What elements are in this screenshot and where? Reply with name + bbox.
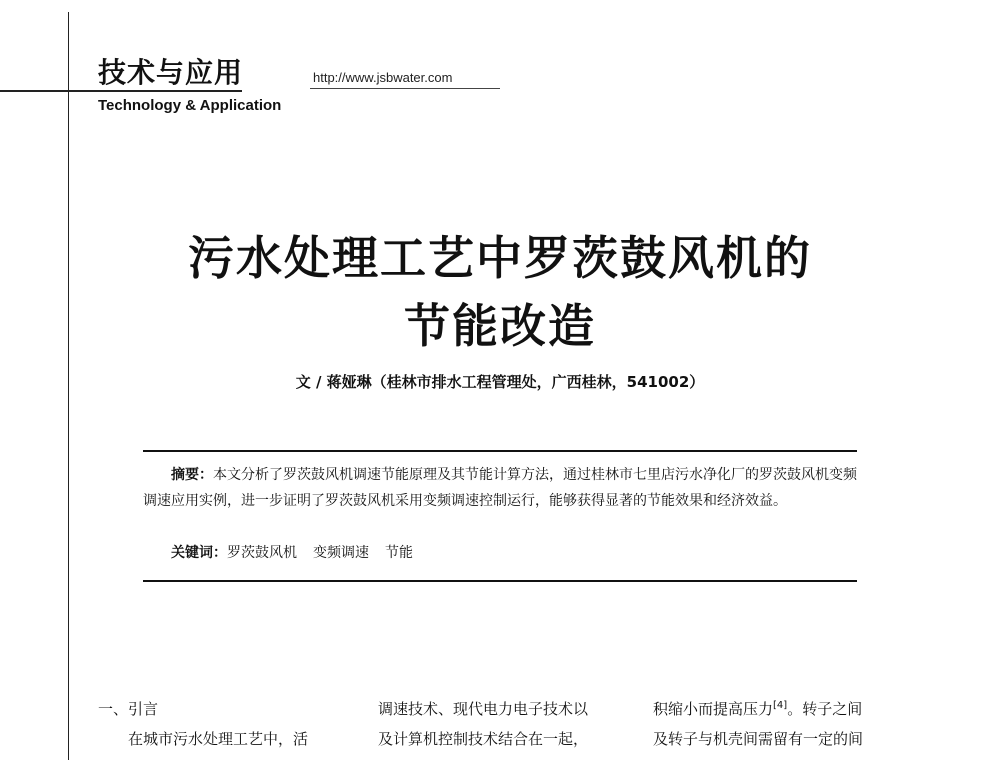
- body-text-line: 及转子与机壳间需留有一定的间: [653, 730, 864, 748]
- journal-url[interactable]: http://www.jsbwater.com: [313, 70, 453, 85]
- body-text-line: 及计算机控制技术结合在一起，: [378, 730, 589, 748]
- header-rule: [0, 90, 242, 92]
- keyword-item: 变频调速: [313, 545, 369, 561]
- keywords: [143, 540, 857, 566]
- keywords-label: 关键词：: [171, 545, 227, 561]
- citation-reference[interactable]: [4]: [773, 700, 788, 711]
- body-column-3: [653, 694, 903, 754]
- body-text-line: [653, 694, 903, 724]
- section-title-zh: 技术与应用: [98, 56, 244, 89]
- body-text-line: 在城市污水处理工艺中，活: [128, 730, 309, 748]
- section-title-en: Technology & Application: [98, 97, 282, 114]
- url-underline: [310, 88, 500, 89]
- abstract-bottom-rule: [143, 580, 857, 582]
- article-title-line-2: 节能改造: [404, 299, 596, 353]
- body-text-line: 调速技术、现代电力电子技术以: [378, 700, 589, 718]
- abstract-top-rule: [143, 450, 857, 452]
- keyword-item: 罗茨鼓风机: [227, 545, 297, 561]
- abstract-label: 摘要：: [171, 467, 213, 483]
- section-heading-introduction: 一、引言: [98, 700, 159, 718]
- body-text: 积缩小而提高压力: [653, 700, 774, 718]
- body-column-2: [378, 694, 628, 754]
- page-margin-vertical-rule: [68, 12, 69, 760]
- author-affiliation: 文 / 蒋娅琳（桂林市排水工程管理处，广西桂林，541002）: [295, 373, 705, 391]
- article-title-line-1: 污水处理工艺中罗茨鼓风机的: [188, 231, 812, 285]
- abstract: [143, 462, 857, 514]
- keyword-item: 节能: [385, 545, 413, 561]
- body-text: 。转子之间: [787, 700, 863, 718]
- body-column-1: [98, 694, 348, 754]
- abstract-text: 本文分析了罗茨鼓风机调速节能原理及其节能计算方法，通过桂林市七里店污水净化厂的罗茨鼓风机变频调速应用实例，进一步证明了罗茨鼓风机采用变频调速控制运行，能够获得显著的节能效果和经济效益。: [143, 467, 857, 509]
